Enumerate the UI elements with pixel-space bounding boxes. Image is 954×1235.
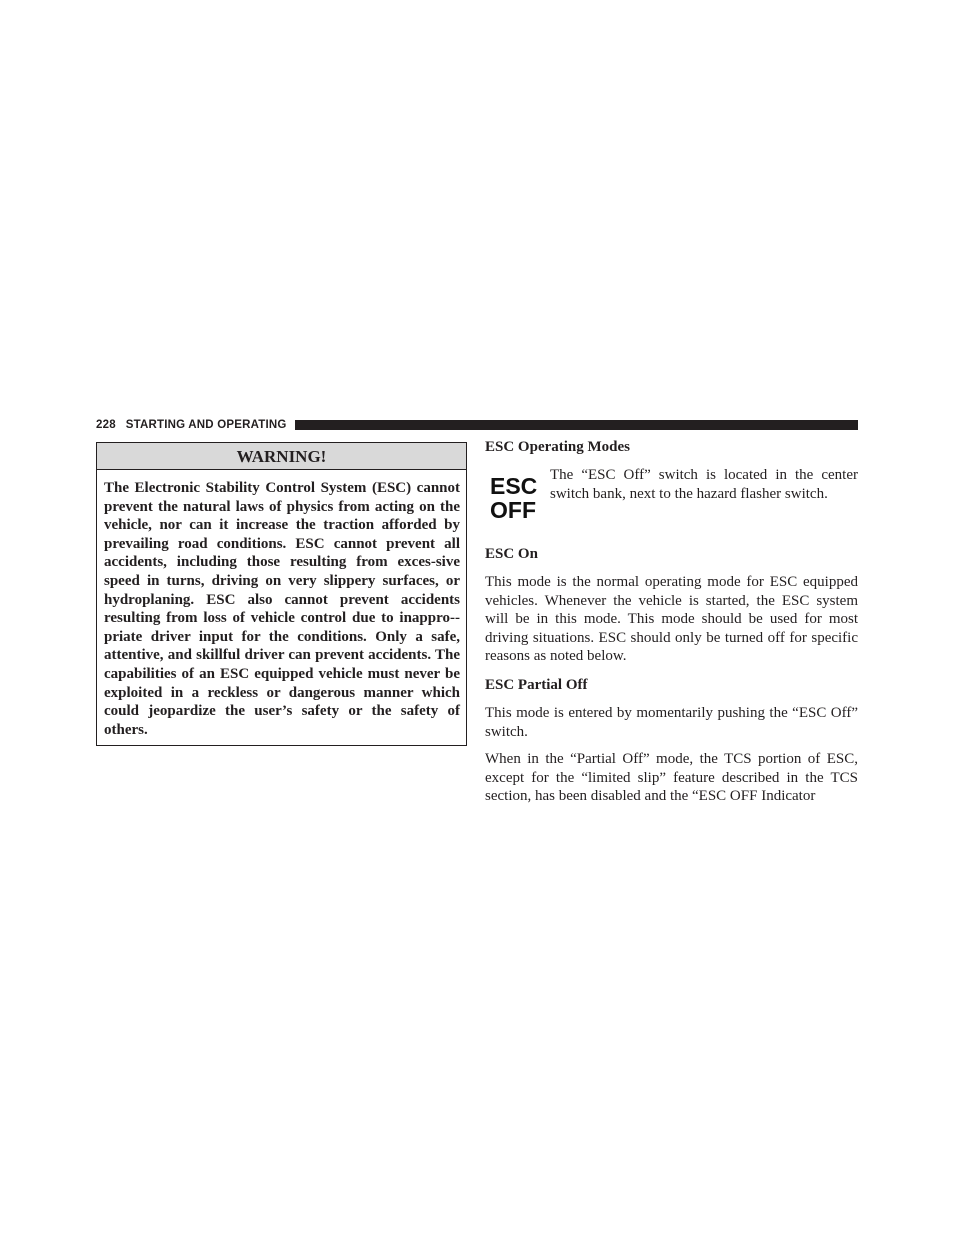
right-column [485, 437, 858, 806]
warning-box [96, 442, 467, 746]
section-title: STARTING AND OPERATING [125, 419, 287, 431]
page-number: 228 [96, 419, 116, 431]
esc-on-heading: ESC On [485, 546, 538, 562]
warning-text: The Electronic Stability Control System (ESC) cannot prevent the natural laws of physics from acting on the vehicle, nor can it increase the traction afforded by prevailing road conditions. ESC cannot prevent all accidents, including those resulting from exces-sive speed in turns, driving on very slippery surfaces, or hydroplaning. ESC also cannot prevent accidents resulting from loss of vehicle control due to inappro-priate driver input for the conditions. Only a safe, attentive, and skillful driver can prevent accidents. The capabilities of an ESC equipped vehicle must never be exploited in a reckless or dangerous manner which could jeopardize the user’s safety or the safety of others. [104, 480, 460, 738]
esc-on-text: This mode is the normal operating mode for ESC equipped vehicles. Whenever the vehicle is started, the ESC system will be in this mode. This mode should be used for most driving situations. ESC should only be turned off for specific reasons as noted below. [485, 574, 858, 665]
esc-off-switch-icon [485, 474, 539, 522]
partial-off-heading: ESC Partial Off [485, 676, 588, 693]
esc-icon-line1: ESC [490, 473, 538, 499]
warning-title: WARNING! [97, 443, 466, 470]
header-rule [295, 420, 858, 430]
page-header [96, 418, 858, 432]
switch-location-text: The “ESC Off” switch is located in the center switch bank, next to the hazard flasher switch. [550, 467, 858, 502]
partial-off-text-2: When in the “Partial Off” mode, the TCS portion of ESC, except for the “limited slip” feature described in the TCS section, has been disabled and the “ESC OFF Indicator [485, 751, 858, 805]
esc-switch-row [485, 466, 858, 522]
partial-off-text-1: This mode is entered by momentarily pushing the “ESC Off” switch. [485, 704, 858, 740]
operating-modes-heading: ESC Operating Modes [485, 439, 631, 455]
esc-icon-line2: OFF [490, 497, 536, 523]
